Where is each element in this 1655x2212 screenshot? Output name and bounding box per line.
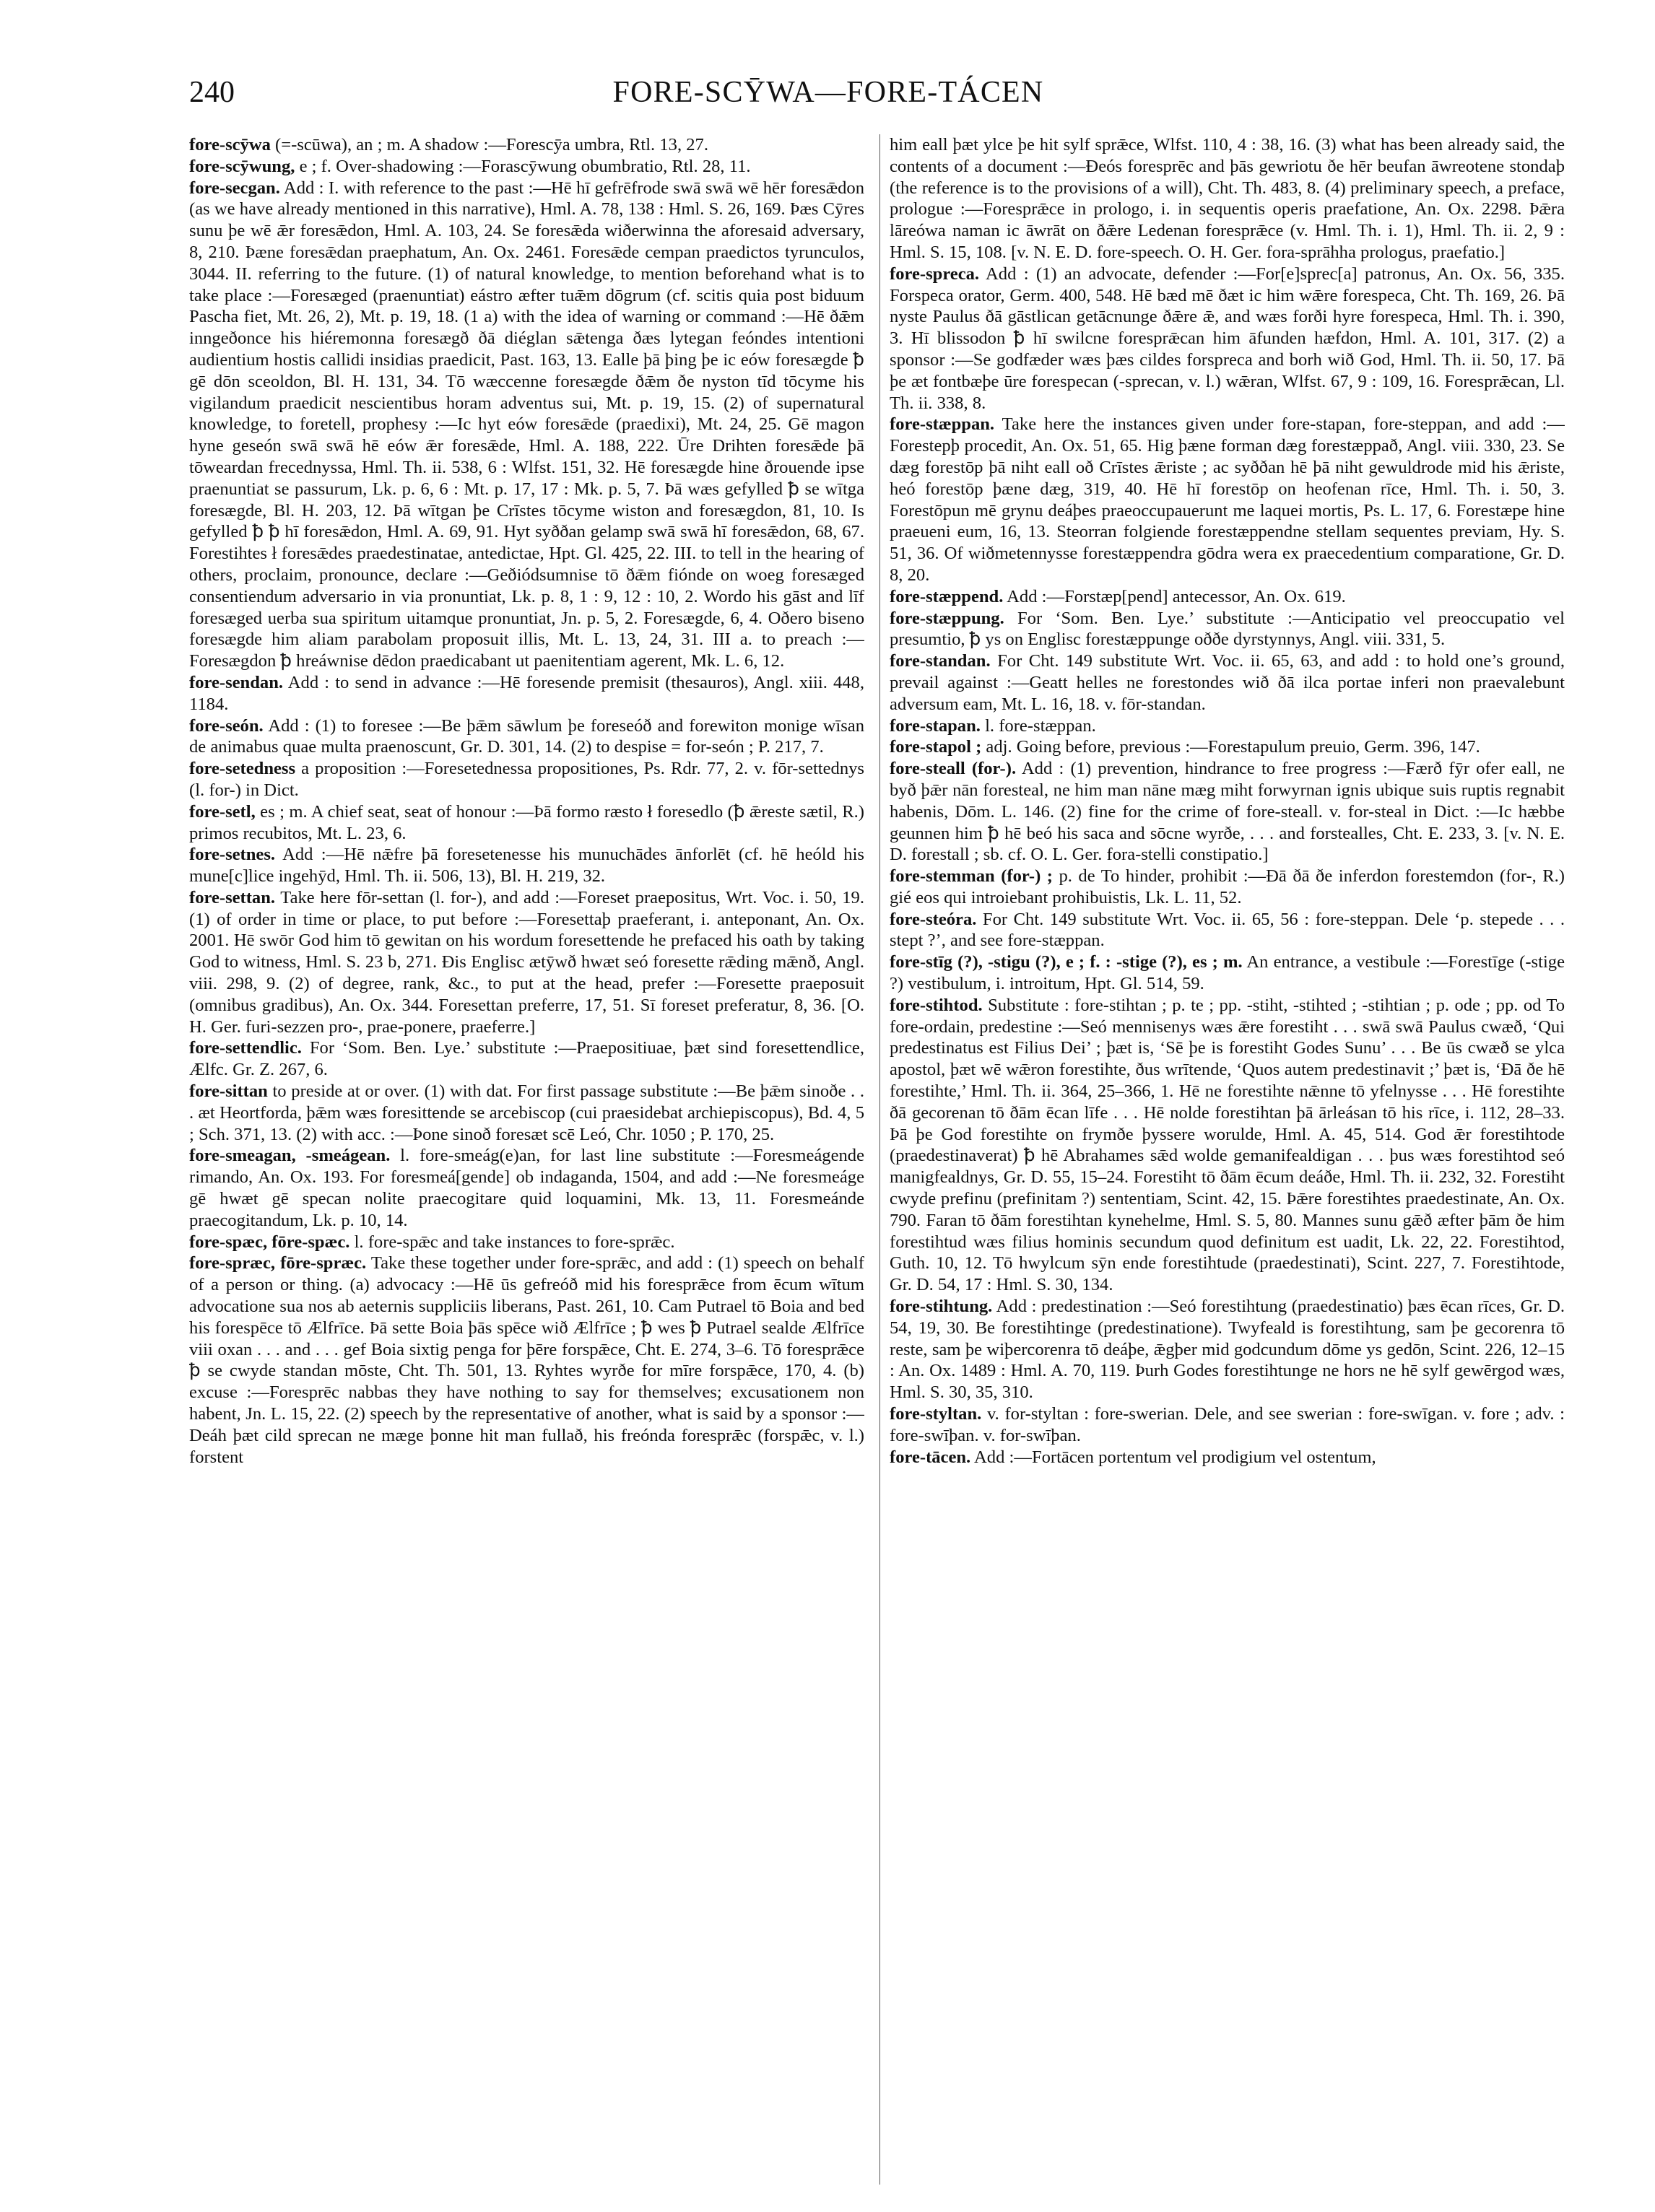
entry-text: Substitute : fore-stihtan ; p. te ; pp. -stiht, -stihted ; -stihtian ; p. ode ; pp. od To fore-ordain, predestine :—Seó mennisenys wæs ǣre forestiht . . . swā swā Paulus cwæð, ‘Qui predestinatus est Filius Dei’ ; þæt is, ‘Sē þe is forestiht Godes Sunu’ . . . Be ūs cwæð se ylca apostol, þæt wē wǣron forestihte, ðus wrītende, ‘Quos autem predestinavit ;’ þæt is, ‘Ðā ðe hē forestihte,’ Hml. Th. ii. 364, 25–366, 1. Hē ne forestihte nǣnne tō yfelnysse . . . Hē forestihte ðā gecorenan tō ðām ēcan līfe . . . Hē nolde forestihtan þā ārleásan tō his rīce, i. 112, 28–33. Þā þe God forestihte on frymðe þyssere worulde, Hml. A. 45, 514. God ǣr forestihtode (praedestinaverat) ꝥ hē Abrahames sǣd wolde gemanifealdigan . . . þus wæs forestihtod seó manigfealdnys, Gr. D. 55, 15–24. Forestiht tō ðām ēcum deáðe, Hml. Th. ii. 232, 32. Forestiht cwyde prefinu (prefinitam ?) sententiam, Scint. 42, 15. Þǣre forestihtes praedestinate, An. Ox. 790. Faran tō ðām forestihtan kynehelme, Hml. S. 5, 80. Mannes sunu gǣð æfter þām ðe him forestihtud wæs filius hominis secundum quod definitum est uadit, Lk. 22, 22. Forestihtod, Guth. 10, 12. Tō hwylcum sȳn ende forestihtude (praedestinati), Scint. 227, 7. Forestihtode, Gr. D. 54, 17 : Hml. S. 30, 134. [890,995,1565,1295]
dictionary-entry [890,758,1565,866]
entry-text: Take here the instances given under fore-stapan, fore-steppan, and add :—Forestepþ procedit, An. Ox. 51, 65. Hig þæne forman dæg forestæppað, Angl. viii. 330, 23. Se dæg forestōp þā niht eall oð Crīstes ǣriste ; ac syððan hē þā niht gewuldrode mid his ǣriste, heó forestōp þæne dæg, 319, 40. Hē hī forestōp on heofenan rīce, Hml. Th. i. 50, 3. Forestōpun mē grynu deáþes praeoccupauerunt me laquei mortis, Ps. L. 17, 6. Forestæpe hine praeueni eum, 16, 13. Steorran folgiende forestæppendne stellam sequentes previam, Hy. S. 51, 36. Of wiðmetennysse forestæppendra gōdra wera ex praecedentium comparatione, Gr. D. 8, 20. [890,414,1565,585]
dictionary-entry [189,1145,864,1231]
dictionary-entry [890,1296,1565,1403]
entry-text: to preside at or over. (1) with dat. For first passage substitute :—Be þǣm sinoðe . . . æt Heortforda, þǣm wæs foresittende se arcebiscop (cui praesidebat archiepiscopus), Bd. 4, 5 ; Sch. 371, 13. (2) with acc. :—Þone sinoð foresæt scē Leó, Chr. 1050 ; P. 170, 25. [189,1081,864,1144]
dictionary-entry [189,1232,864,1253]
column-divider [879,134,880,2185]
entry-text: p. de To hinder, prohibit :—Ðā ðā ðe inferdon forestemdon (for-, R.) gié eos qui introiebant prohibuistis, Lk. L. 11, 52. [890,866,1565,907]
entry-text: For ‘Som. Ben. Lye.’ substitute :—Anticipatio vel preoccupatio vel presumtio, ꝥ ys on Englisc forestæppunge oððe dyrstynnys, Angl. viii. 331, 5. [890,608,1565,650]
headword: fore-spæc, fōre-spæc. [189,1232,350,1252]
headword: fore-styltan. [890,1404,982,1424]
headword: fore-stapan. [890,715,981,736]
dictionary-entry [890,1403,1565,1447]
entry-text: Add : to send in advance :—Hē foresende premisit (thesauros), Angl. xiii. 448, 1184. [189,672,864,714]
entry-text: Add :—Forstæp[pend] antecessor, An. Ox. 619. [1003,586,1346,606]
entry-text: An entrance, a vestibule :—Forestīge (-stige ?) vestibulum, i. introitum, Hpt. Gl. 514, 59. [890,952,1565,994]
headword: fore-stæppan. [890,414,995,435]
dictionary-entry [890,715,1565,737]
entry-text: For Cht. 149 substitute Wrt. Voc. ii. 65, 56 : fore-steppan. Dele ‘p. stepede . . . stept ?’, and see fore-stæppan. [890,909,1565,951]
entry-text: For ‘Som. Ben. Lye.’ substitute :—Praepositiuae, þæt sind foresettendlice, Ælfc. Gr. Z. 267, 6. [189,1038,864,1080]
entry-text: Add : (1) an advocate, defender :—For[e]sprec[a] patronus, An. Ox. 56, 335. Forspeca orator, Germ. 400, 548. Hē bæd mē ðæt ic him wǣre forespeca, Cht. Th. 169, 26. Þā nyste Paulus ðā gāstlican getācnunge ðǣre ǣ, and wæs forði hyre forespeca, Hml. Th. i. 390, 3. Hī blissodon ꝥ hī swilcne foresprǣcan him āfunden hæfdon, Hml. A. 101, 317. (2) a sponsor :—Se godfæder wæs þæs cildes forspreca and borh wið God, Hml. Th. ii. 50, 17. Þā þe æt fontbæþe ūre forespecan (-sprecan, v. l.) wǣran, Wlfst. 67, 9 : 109, 16. Foresprǣcan, Ll. Th. ii. 338, 8. [890,264,1565,413]
entry-text: l. fore-spǣc and take instances to fore-sprǣc. [349,1232,675,1252]
headword: fore-settan. [189,887,276,907]
headword: fore-tācen. [890,1447,971,1467]
entry-text: him eall þæt ylce þe hit sylf sprǣce, Wlfst. 110, 4 : 38, 16. (3) what has been already said, the contents of a document :—Ðeós foresprēc and þās gewriotu ðe hēr beufan āwreotene stondaþ (the reference is to the provisions of a will), Cht. Th. 483, 8. (4) preliminary speech, a preface, prologue :—Foresprǣce in prologo, i. in sequentis operis praefatione, An. Ox. 2298. Þǣra lāreówa naman ic āwrāt on ðǣre Ledenan foresprǣce (v. Hml. Th. i. 1), Hml. Th. ii. 2, 9 : Hml. S. 15, 108. [v. N. E. D. fore-speech. O. H. Ger. fora-sprāhha prologus, praefatio.] [890,135,1565,262]
right-column [890,134,1565,2185]
headword: fore-stīg (?), -stigu (?), e ; f. : -stige (?), es ; m. [890,952,1243,972]
entry-text: Add :—Fortācen portentum vel prodigium vel ostentum, [970,1447,1376,1467]
headword: fore-sittan [189,1081,268,1102]
headword: fore-stæppung. [890,608,1004,628]
page-header [189,75,1467,121]
entry-text: es ; m. A chief seat, seat of honour :—Þā formo ræsto ł foresedlo (ꝥ ǣreste sætil, R.) primos recubitos, Mt. L. 23, 6. [189,801,864,843]
headword: fore-seón. [189,715,264,736]
dictionary-entry [189,178,864,672]
dictionary-entry [189,887,864,1038]
dictionary-entry [890,608,1565,651]
headword: fore-scȳwa [189,135,271,154]
entry-text: Take these together under fore-sprǣc, and add : (1) speech on behalf of a person or thing. (a) advocacy :—Hē ūs gefreóð mid his foresprǣce from ēcum wītum advocatione sua nos ab aeternis suppliciis liberans, Past. 261, 10. Cam Putrael tō Boia and bed his forespēce tō Ælfrīce. Þā sette Boia þās spēce wið Ælfrīce ; ꝥ wes ꝥ Putrael sealde Ælfrīce viii oxan . . . and . . . gef Boia sixtig penga for þēre forspǣce, Cht. E. 274, 3–6. Tō foresprǣce ꝥ se cwyde standan mōste, Cht. Th. 501, 13. Ryhtes wyrðe for mīre forspǣce, 170, 4. (b) excuse :—Foresprēc nabbas they have nothing to say for themselves; excusationem non habent, Jn. L. 15, 22. (2) speech by the representative of another, what is said by a sponsor :—Deáh þæt cild sprecan ne mæge þonne hit man fullað, his freónda foresprǣc (forspǣc, v. l.) forstent [189,1253,864,1467]
headword: fore-settendlic. [189,1038,302,1058]
dictionary-entry [890,650,1565,715]
dictionary-entry [189,1037,864,1081]
dictionary-entry [189,715,864,759]
entry-text: Add :—Hē nǣfre þā foresetenesse his munuchādes ānforlēt (cf. hē heóld his mune[c]lice ingehȳd, Hml. Th. ii. 506, 13), Bl. H. 219, 32. [189,845,864,887]
dictionary-entry [890,995,1565,1296]
entry-text: e ; f. Over-shadowing :—Forascȳwung obumbratio, Rtl. 28, 11. [295,156,751,176]
entry-text: l. fore-smeág(e)an, for last line substitute :—Foresmeágende rimando, An. Ox. 193. For foresmeá[gende] ob indaganda, 1504, and add :—Ne foresmeáge gē hwæt gē specan nolite praecogitare quid loquamini, Mk. 13, 11. Foresmeánde praecogitandum, Lk. p. 10, 14. [189,1146,864,1230]
headword: fore-standan. [890,651,991,671]
page-number: 240 [189,76,235,109]
dictionary-entry [189,672,864,715]
dictionary-entry [890,414,1565,585]
entry-text: Add : (1) to foresee :—Be þǣm sāwlum þe foreseóð and forewiton monige wīsan de animabus quae multa praenoscunt, Gr. D. 301, 14. (2) to despise = for-seón ; P. 217, 7. [189,715,864,757]
left-column [189,134,864,2185]
dictionary-entry [890,586,1565,608]
headword: fore-spræc, fōre-spræc. [189,1253,367,1273]
headword: fore-setedness [189,759,296,779]
entry-text: For Cht. 149 substitute Wrt. Voc. ii. 65, 63, and add : to hold one’s ground, prevail against :—Geatt helles ne forestondes wið ðā ilca portae inferi non praevalebunt adversum eam, Mt. L. 16, 18. v. fōr-standan. [890,651,1565,714]
headword: fore-stapol ; [890,737,982,757]
headword: fore-sendan. [189,672,284,692]
dictionary-entry [189,156,864,178]
headword: fore-steóra. [890,909,977,929]
dictionary-entry [890,264,1565,414]
entry-text: Take here fōr-settan (l. for-), and add :—Foreset praepositus, Wrt. Voc. i. 50, 19. (1) of order in time or place, to put before :—Foresettaþ praeferant, i. anteponant, An. Ox. 2001. Hē swōr God him tō gewitan on his wordum foresettende he prefaced his oath by taking God to witness, Hml. S. 23 b, 271. Ðis Englisc ætȳwð hwæt seó foresette rǣding mǣnð, Angl. viii. 298, 9. (2) of degree, rank, &c., to put at the head, prefer :—Foresette praeposuit (omnibus gradibus), An. Ox. 344. Foresettan preferre, 17, 51. Sī foreset preferatur, 8, 36. [O. H. Ger. furi-sezzen pro-, prae-ponere, praeferre.] [189,887,864,1037]
dictionary-entry [189,134,864,156]
headword: fore-spreca. [890,264,980,284]
dictionary-entry [189,801,864,845]
running-head: FORE-SCȲWA—FORE-TÁCEN [612,76,1044,109]
dictionary-entry [890,866,1565,909]
entry-text: Add : (1) prevention, hindrance to free progress :—Færð fȳr ofer eall, ne byð þǣr nān foresteal, ne him man nāne mæg miht forwyrnan ignis ubique suis ruptis regnabit habenis, Dōm. L. 146. (2) fine for the crime of fore-steall. v. for-steal in Dict. :—Ic hæbbe geunnen him ꝥ hē beó his saca and sōcne wyrðe, . . . and forstealles, Cht. E. 233, 3. [v. N. E. D. forestall ; sb. cf. O. L. Ger. fora-stelli constipatio.] [890,759,1565,865]
headword: fore-setnes. [189,845,276,865]
entry-text: Add : predestination :—Seó forestihtung (praedestinatio) þæs ēcan rīces, Gr. D. 54, 19, 30. Be forestihtinge (predestinatione). Twyfeald is forestihtung, sam þe gecorenra tō reste, sam þe wiþercorenra tō deáþe, ǣgþer mid godcundum dōme ys gedōn, Scint. 226, 12–15 : An. Ox. 1489 : Hml. A. 70, 119. Þurh Godes forestihtunge ne hors ne hē sylf gewērgod wæs, Hml. S. 30, 35, 310. [890,1297,1565,1403]
headword: fore-secgan. [189,178,280,198]
headword: fore-stemman (for-) ; [890,866,1053,887]
dictionary-entry [890,952,1565,995]
dictionary-entry [189,1253,864,1468]
dictionary-entry [890,1447,1565,1468]
headword: fore-smeagan, -smeágean. [189,1146,391,1166]
headword: fore-stihtod. [890,995,983,1015]
dictionary-entry [189,844,864,887]
entry-text: a proposition :—Foresetednessa propositiones, Ps. Rdr. 77, 2. v. fōr-settednys (l. for-) in Dict. [189,759,864,800]
entry-text: v. for-styltan : fore-swerian. Dele, and see swerian : fore-swīgan. v. fore ; adv. : fore-swīþan. v. for-swīþan. [890,1404,1565,1445]
headword: fore-stæppend. [890,586,1004,606]
entry-text: adj. Going before, previous :—Forestapulum preuio, Germ. 396, 147. [981,737,1480,757]
headword: fore-steall (for-). [890,759,1017,779]
entry-text: l. fore-stæppan. [980,715,1096,736]
dictionary-entry [189,1081,864,1145]
dictionary-entry [890,736,1565,758]
headword: fore-scȳwung, [189,156,295,176]
entry-text: Add : I. with reference to the past :—Hē hī gefrēfrode swā swā wē hēr foresǣdon (as we have already mentioned in this narrative), Hml. A. 78, 138 : Hml. S. 26, 169. Þæs Cȳres sunu þe wē ǣr foresǣdon, Hml. A. 103, 24. Se foresǣda wiðerwinna the aforesaid adversary, 8, 210. Þæne foresǣdan praephatum, An. Ox. 2461. Foresǣde cempan praedictos tyrunculos, 3044. II. referring to the future. (1) of natural knowledge, to mention beforehand what is to take place :—Foresæged (praenuntiat) eástro æfter tuǣm dōgrum (cf. scitis quia post biduum Pascha fiet, Mt. 26, 2), Mt. p. 19, 18. (1 a) with the idea of warning or command :—Hē ðǣm inngeðonce his hiéremonna foresægð ðā diéglan sǣtenga ðæs lytegan feóndes intentioni audientium hostis callidi insidias praedicit, Past. 163, 13. Ealle þā þing þe ic eów foresægde ꝥ gē dōn sceoldon, Bl. H. 131, 34. Tō wæccenne foresægde ðǣm ðe nyston tīd tōcyme his vigilandum praedicit nescientibus horam adventus sui, Mt. p. 19, 15. (2) of supernatural knowledge, to foretell, prophesy :—Ic hyt eów foresǣde (praedixi), Mt. 24, 25. Gē magon hyne geseón swā swā hē eów ǣr foresǣde, Hml. A. 188, 222. Ūre Drihten foresǣde þā tōweardan frecednyssa, Hml. Th. ii. 538, 6 : Wlfst. 151, 32. Hē foresægde hine ðrouende ipse praenuntiat se passurum, Lk. p. 6, 6 : Mt. p. 17, 17 : Mk. p. 5, 7. Þā wæs gefylled ꝥ se wītga foresægde, Bl. H. 203, 12. Þā wītgan þe Crīstes tōcyme wiston and foresægdon, 81, 10. Is gefylled ꝥ ꝥ hī foresǣdon, Hml. A. 69, 91. Hyt syððan gelamp swā swā hī foresǣdon, 68, 67. Forestihtes ł foresǣdes praedestinatae, antedictae, Hpt. Gl. 425, 22. III. to tell in the hearing of others, proclaim, pronounce, declare :—Geðiódsumnise tō ðǣm fiónde on woeg foresæged consentiendum adversario in via pronuntiat, Lk. p. 8, 1 : 9, 12 : 10, 2. Wordo his gāst and līf foresæged uerba sua spiritum uitamque pronuntiat, Jn. p. 5, 2. Foresægde, 6, 4. Oðero biseno foresægde him aliam parabolam proposuit illis, Mt. L. 13, 24, 31. III a. to preach :—Foresægdon ꝥ hreáwnise dēdon praedicabant ut paenitentiam agerent, Mk. L. 6, 12. [189,178,864,671]
headword: fore-stihtung. [890,1297,993,1317]
headword: fore-setl, [189,801,256,822]
dictionary-entry [189,758,864,801]
entry-text: (=-scūwa), an ; m. A shadow :—Forescȳa umbra, Rtl. 13, 27. [270,135,708,154]
dictionary-entry [890,909,1565,952]
dictionary-entry [890,134,1565,264]
